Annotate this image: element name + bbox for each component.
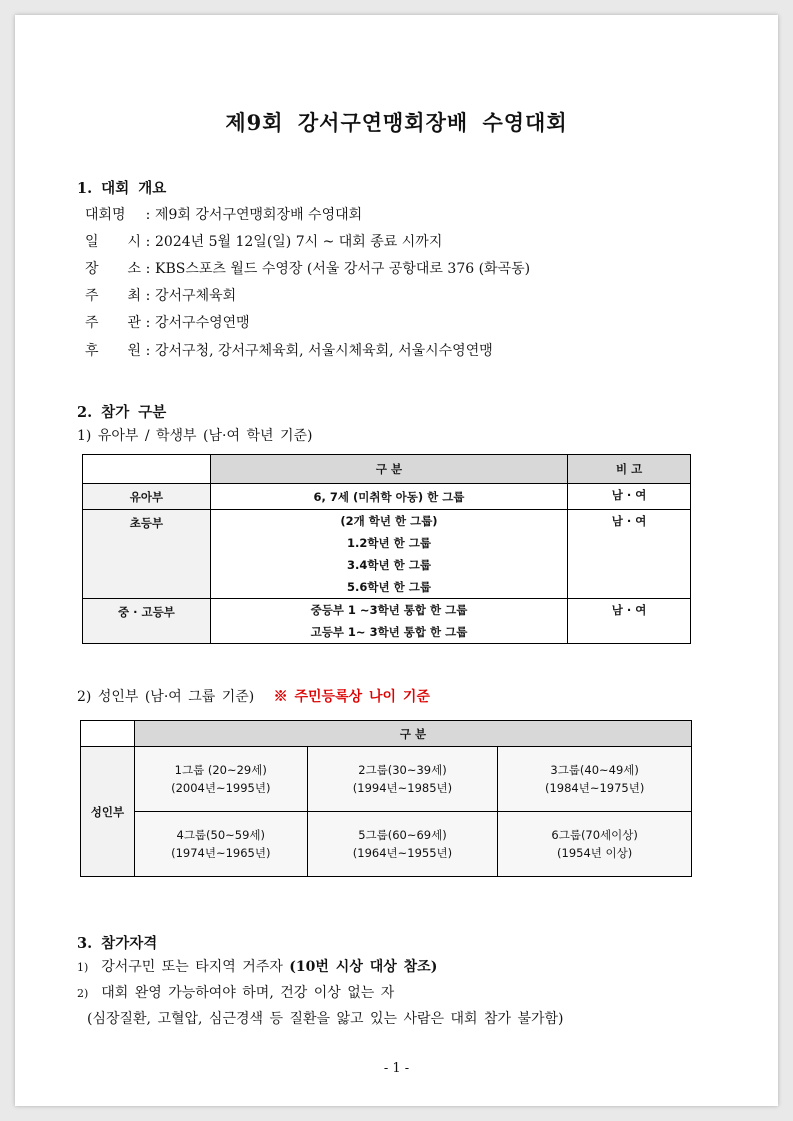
desc-line: 1.2학년 한 그룹 bbox=[347, 536, 431, 550]
colon: : bbox=[145, 315, 151, 331]
note-cell: 남 · 여 bbox=[568, 484, 691, 510]
overview-value: 2024년 5월 12일(일) 7시 ~ 대회 종료 시까지 bbox=[155, 234, 443, 250]
category-cell: 유아부 bbox=[83, 484, 211, 510]
overview-label: 후 원 bbox=[85, 343, 141, 359]
colon: : bbox=[145, 343, 151, 359]
adult-subheading bbox=[77, 689, 430, 705]
overview-value: 강서구체육회 bbox=[155, 288, 237, 304]
category-cell: 중 · 고등부 bbox=[83, 599, 211, 644]
overview-row-venue bbox=[85, 258, 530, 278]
eligibility-item-2 bbox=[77, 985, 394, 1002]
desc-line: 6, 7세 (미취학 아동) 한 그룹 bbox=[313, 489, 465, 504]
group-name: 5그룹(60~69세) bbox=[358, 828, 447, 842]
table-header-row bbox=[83, 455, 691, 484]
overview-value: 강서구청, 강서구체육회, 서울시체육회, 서울시수영연맹 bbox=[155, 343, 493, 359]
category-cell: 성인부 bbox=[81, 747, 135, 877]
overview-label: 대회명 bbox=[85, 207, 126, 223]
group-years: (1964년~1955년) bbox=[352, 846, 453, 860]
overview-value: 강서구수영연맹 bbox=[155, 315, 250, 331]
group-name: 4그룹(50~59세) bbox=[176, 828, 266, 842]
section3-heading: 3. 참가자격 bbox=[77, 935, 158, 952]
desc-line: 고등부 1~ 3학년 통합 한 그룹 bbox=[310, 625, 468, 639]
overview-label: 장 소 bbox=[85, 261, 141, 277]
desc-line: (2개 학년 한 그룹) bbox=[340, 514, 438, 528]
group-years: (1974년~1965년) bbox=[171, 846, 271, 860]
group-years: (1954년 이상) bbox=[557, 846, 633, 860]
overview-label: 주 최 bbox=[85, 288, 141, 304]
header-empty-cell bbox=[83, 455, 211, 484]
note-cell: 남 · 여 bbox=[568, 510, 691, 599]
table-row bbox=[81, 812, 692, 877]
group-years: (1984년~1975년) bbox=[544, 781, 645, 795]
overview-value: KBS스포츠 월드 수영장 (서울 강서구 공항대로 376 (화곡동) bbox=[155, 261, 531, 277]
table-header-row bbox=[81, 721, 692, 747]
desc-cell bbox=[210, 599, 567, 644]
header-desc-cell: 구 분 bbox=[210, 455, 567, 484]
overview-label: 주 관 bbox=[85, 315, 141, 331]
table-row bbox=[83, 484, 691, 510]
colon: : bbox=[145, 288, 151, 304]
item-number: 2) bbox=[77, 987, 89, 1000]
youth-student-table bbox=[82, 454, 691, 644]
desc-line: 5.6학년 한 그룹 bbox=[347, 580, 431, 594]
group-name: 2그룹(30~39세) bbox=[358, 763, 447, 777]
group-name: 6그룹(70세이상) bbox=[551, 828, 638, 842]
eligibility-item-2-note: (심장질환, 고혈압, 심근경색 등 질환을 앓고 있는 사람은 대회 참가 불가함) bbox=[87, 1011, 564, 1027]
header-cell: 구 분 bbox=[134, 721, 691, 747]
overview-row-name bbox=[85, 204, 362, 224]
desc-line: 중등부 1 ~3학년 통합 한 그룹 bbox=[310, 603, 468, 617]
group-cell bbox=[134, 812, 307, 877]
page-number: - 1 - bbox=[383, 1061, 410, 1076]
eligibility-item-1 bbox=[77, 959, 437, 976]
group-name: 3그룹(40~49세) bbox=[550, 763, 639, 777]
section2-heading: 2. 참가 구분 bbox=[77, 404, 167, 421]
header-empty-cell bbox=[81, 721, 135, 747]
item-number: 1) bbox=[77, 961, 89, 974]
youth-student-subheading: 1) 유아부 / 학생부 (남·여 학년 기준) bbox=[77, 428, 313, 444]
overview-value: 제9회 강서구연맹회장배 수영대회 bbox=[155, 207, 363, 223]
group-years: (1994년~1985년) bbox=[352, 781, 453, 795]
overview-label: 일 시 bbox=[85, 234, 141, 250]
header-note-cell: 비 고 bbox=[568, 455, 691, 484]
group-cell bbox=[134, 747, 307, 812]
colon: : bbox=[145, 207, 151, 223]
desc-cell bbox=[210, 510, 567, 599]
overview-row-date bbox=[85, 231, 442, 251]
table-row bbox=[83, 599, 691, 644]
group-name: 1그룹 (20~29세) bbox=[174, 763, 267, 777]
colon: : bbox=[145, 261, 151, 277]
group-cell bbox=[307, 747, 498, 812]
category-cell: 초등부 bbox=[83, 510, 211, 599]
overview-row-host bbox=[85, 285, 236, 305]
document-title: 제9회 강서구연맹회장배 수영대회 bbox=[225, 110, 568, 135]
group-cell bbox=[498, 812, 692, 877]
item-text: 대회 완영 가능하여야 하며, 건강 이상 없는 자 bbox=[101, 985, 395, 1001]
overview-row-organizer bbox=[85, 312, 250, 332]
desc-line: 3.4학년 한 그룹 bbox=[347, 558, 431, 572]
group-cell bbox=[307, 812, 498, 877]
group-years: (2004년~1995년) bbox=[171, 781, 271, 795]
adult-subheading-note: ※ 주민등록상 나이 기준 bbox=[273, 689, 430, 705]
desc-cell bbox=[210, 484, 567, 510]
overview-row-sponsor bbox=[85, 340, 493, 360]
item-bold-text: (10번 시상 대상 참조) bbox=[289, 959, 438, 975]
group-cell bbox=[498, 747, 692, 812]
item-text: 강서구민 또는 타지역 거주자 bbox=[101, 959, 283, 975]
section1-heading: 1. 대회 개요 bbox=[77, 180, 167, 197]
adult-table bbox=[80, 720, 692, 877]
colon: : bbox=[145, 234, 151, 250]
table-row bbox=[81, 747, 692, 812]
document-page bbox=[15, 15, 778, 1106]
table-row bbox=[83, 510, 691, 599]
note-cell: 남 · 여 bbox=[568, 599, 691, 644]
adult-subheading-text: 2) 성인부 (남·여 그룹 기준) bbox=[77, 689, 255, 705]
